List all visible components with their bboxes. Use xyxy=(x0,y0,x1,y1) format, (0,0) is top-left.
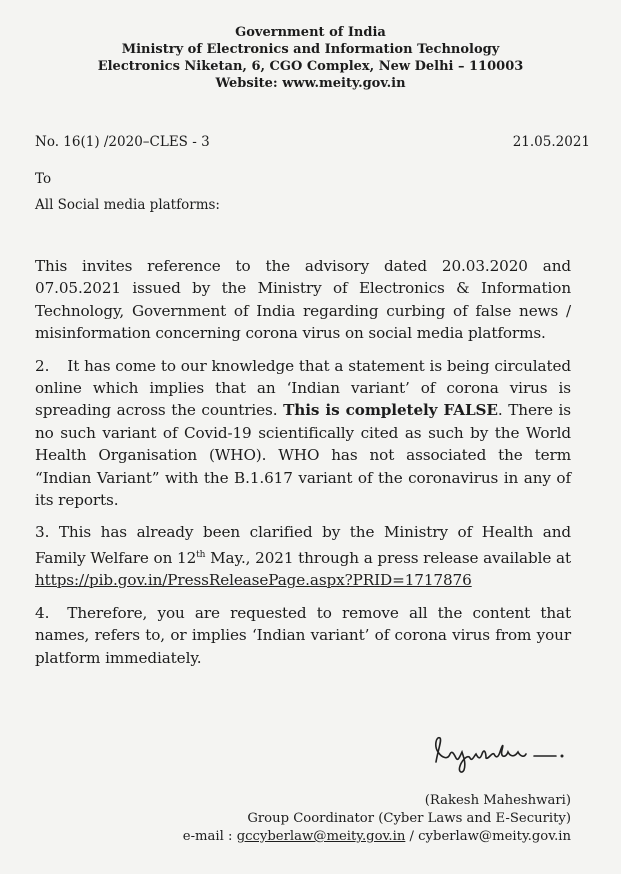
paragraph-2 xyxy=(35,355,571,512)
paragraph-4-text: Therefore, you are requested to remove all the content that names, refers to, or implies ‘Indian variant’ of corona virus from your platform immediately. xyxy=(35,603,571,667)
letterhead-website: Website: www.meity.gov.in xyxy=(215,76,406,91)
press-release-link[interactable]: https://pib.gov.in/PressReleasePage.aspx?PRID=1717876 xyxy=(35,571,472,590)
paragraph-2-number: 2. xyxy=(35,356,50,375)
signature-block xyxy=(183,792,571,846)
email-separator: / xyxy=(405,829,419,844)
recipient: All Social media platforms: xyxy=(35,197,220,213)
letterhead xyxy=(0,24,621,92)
paragraph-2-text-a: It has come to our knowledge that a statement is being circulated online which implies that an ‘Indian variant’ of corona virus is spreading across the countries. xyxy=(35,356,571,420)
paragraph-3-text-b: May., 2021 through a press release available at xyxy=(205,548,571,567)
paragraph-2-text-b: . There is no such variant of Covid-19 scientifically cited as such by the World Health Organisation (WHO). WHO has not associated the term “Indian Variant” with the B.1.617 variant of the coronavirus in any of its reports. xyxy=(35,401,571,510)
letterhead-ministry: Ministry of Electronics and Information Technology xyxy=(121,42,500,57)
paragraph-3 xyxy=(35,521,571,591)
letterhead-address: Electronics Niketan, 6, CGO Complex, New Delhi – 110003 xyxy=(97,59,524,74)
paragraph-4-number: 4. xyxy=(35,603,50,622)
paragraph-2-emphasis: This is completely FALSE xyxy=(283,401,498,420)
reference-number: No. 16(1) /2020–CLES - 3 xyxy=(35,134,210,150)
signatory-emails xyxy=(183,828,571,846)
letter-body xyxy=(35,255,571,679)
letter-date: 21.05.2021 xyxy=(512,134,590,150)
email-label: e-mail : xyxy=(182,829,237,844)
paragraph-1 xyxy=(35,255,571,345)
to-label: To xyxy=(35,171,52,187)
addressee xyxy=(35,170,220,222)
paragraph-3-superscript: th xyxy=(196,549,206,560)
paragraph-4 xyxy=(35,602,571,669)
signatory-title: Group Coordinator (Cyber Laws and E-Security) xyxy=(247,811,571,826)
reference-line xyxy=(35,134,590,150)
handwritten-signature xyxy=(428,732,578,781)
letterhead-government: Government of India xyxy=(235,25,386,40)
paragraph-3-text-a: 3. This has already been clarified by the Ministry of Health and Family Welfare on 12 xyxy=(35,523,571,567)
email-cyberlaw: cyberlaw@meity.gov.in xyxy=(418,829,571,844)
signatory-name: (Rakesh Maheshwari) xyxy=(424,793,571,808)
paragraph-1-text: This invites reference to the advisory dated 20.03.2020 and 07.05.2021 issued by the Ministry of Electronics & Information Technology, Government of India regarding curbing of false news / misinformation concerning corona virus on social media platforms. xyxy=(35,257,571,343)
email-link-gccyberlaw[interactable]: gccyberlaw@meity.gov.in xyxy=(236,829,406,844)
